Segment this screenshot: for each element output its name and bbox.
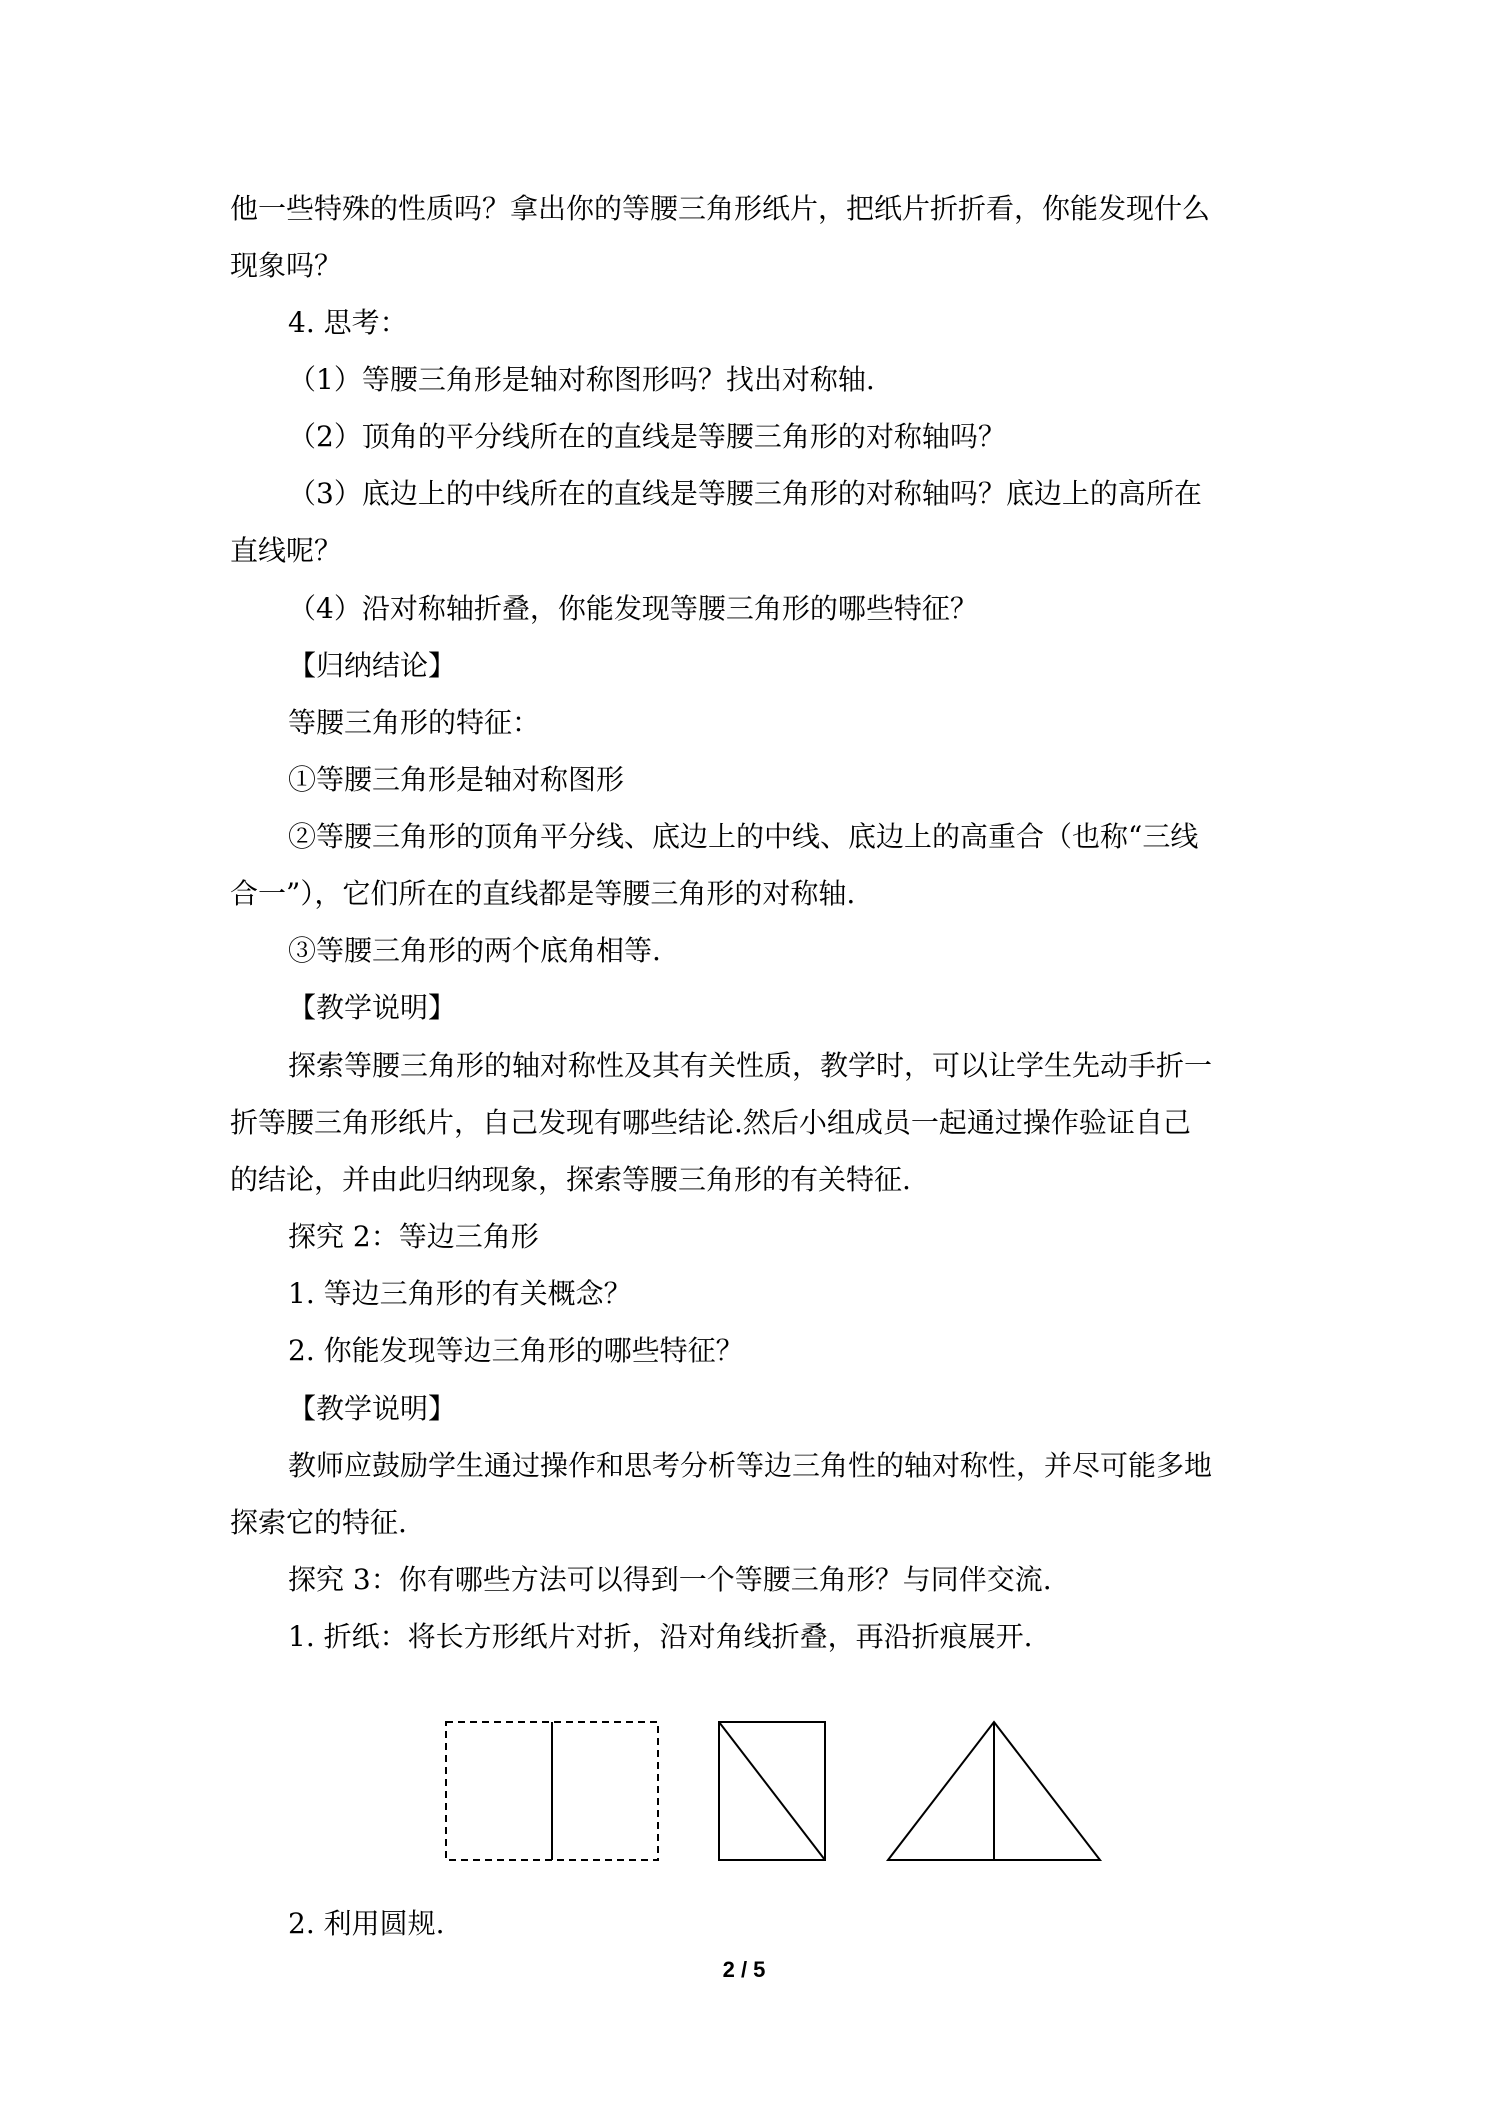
paragraph-line: 等腰三角形的特征：	[288, 706, 541, 739]
section-heading: 探究 3：你有哪些方法可以得到一个等腰三角形？与同伴交流.	[288, 1563, 1052, 1596]
isosceles-triangle-diagram	[888, 1722, 1100, 1860]
paragraph-line: 现象吗？	[230, 249, 343, 282]
section-heading: 【教学说明】	[288, 991, 457, 1024]
list-item: 2. 利用圆规.	[288, 1907, 445, 1940]
paragraph-line: 探索它的特征.	[230, 1506, 407, 1539]
dashed-rectangle-diagram	[446, 1722, 658, 1860]
list-item: 1. 折纸：将长方形纸片对折，沿对角线折叠，再沿折痕展开.	[288, 1620, 1033, 1653]
list-item: ②等腰三角形的顶角平分线、底边上的中线、底边上的高重合（也称“三线	[288, 820, 1199, 853]
paragraph-line: 他一些特殊的性质吗？拿出你的等腰三角形纸片，把纸片折折看，你能发现什么	[230, 192, 1211, 225]
paragraph-line: 教师应鼓励学生通过操作和思考分析等边三角性的轴对称性，并尽可能多地	[288, 1449, 1213, 1482]
paragraph-line: 折等腰三角形纸片，自己发现有哪些结论.然后小组成员一起通过操作验证自己	[230, 1106, 1191, 1139]
question-item: （4）沿对称轴折叠，你能发现等腰三角形的哪些特征？	[288, 592, 978, 625]
paragraph-line: 的结论，并由此归纳现象，探索等腰三角形的有关特征.	[230, 1163, 911, 1196]
question-item: （3）底边上的中线所在的直线是等腰三角形的对称轴吗？底边上的高所在	[288, 477, 1202, 510]
paper-folding-figure	[440, 1716, 1120, 1866]
list-item: ①等腰三角形是轴对称图形	[288, 763, 625, 796]
question-item: （1）等腰三角形是轴对称图形吗？找出对称轴.	[288, 363, 875, 396]
diagonal-fold-diagram	[719, 1722, 825, 1860]
paragraph-line: 探索等腰三角形的轴对称性及其有关性质，教学时，可以让学生先动手折一	[288, 1049, 1213, 1082]
page-number: 2 / 5	[722, 1957, 766, 1982]
section-heading: 4. 思考：	[288, 306, 408, 339]
section-heading: 【归纳结论】	[288, 649, 457, 682]
question-item: （2）顶角的平分线所在的直线是等腰三角形的对称轴吗？	[288, 420, 1006, 453]
section-heading: 探究 2：等边三角形	[288, 1220, 539, 1253]
list-item: ③等腰三角形的两个底角相等.	[288, 934, 661, 967]
section-heading: 【教学说明】	[288, 1392, 457, 1425]
list-item: 2. 你能发现等边三角形的哪些特征？	[288, 1334, 744, 1367]
paragraph-line: 直线呢？	[230, 534, 343, 567]
list-item: 1. 等边三角形的有关概念？	[288, 1277, 632, 1310]
paragraph-line: 合一”），它们所在的直线都是等腰三角形的对称轴.	[230, 877, 856, 910]
